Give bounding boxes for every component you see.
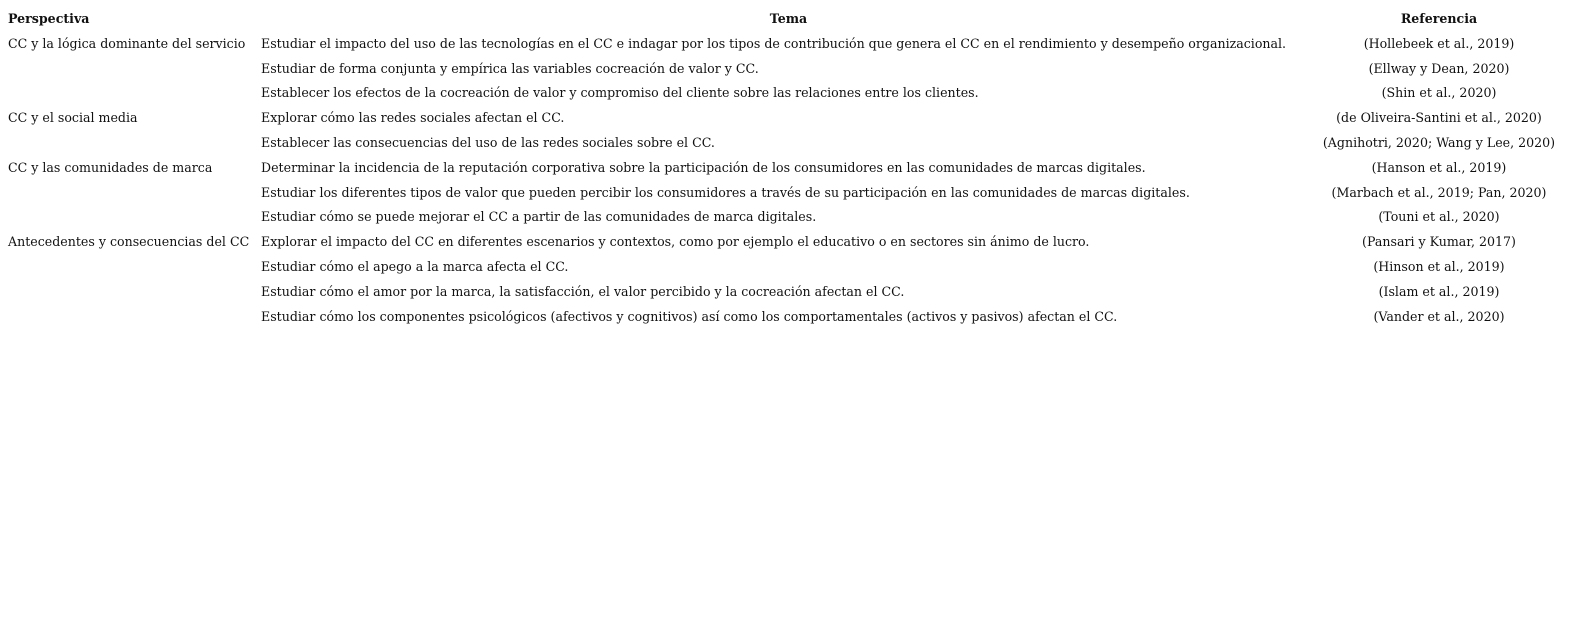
- table-row: [0, 181, 1585, 206]
- table-row: [0, 81, 1585, 106]
- table-row: [0, 57, 1585, 82]
- table-header-row: [0, 7, 1585, 32]
- table-row: [0, 305, 1585, 330]
- research-agenda-table: [0, 7, 1585, 329]
- table-row: [0, 230, 1585, 255]
- cell-referencia: (Pansari y Kumar, 2017): [1362, 234, 1516, 250]
- header-perspectiva: Perspectiva: [8, 11, 90, 26]
- cell-referencia: (de Oliveira-Santini et al., 2020): [1336, 110, 1542, 126]
- table-body: [0, 32, 1585, 330]
- cell-tema: Establecer los efectos de la cocreación de valor y compromiso del cliente sobre las relaciones entre los clientes.: [261, 85, 979, 101]
- cell-tema: Estudiar cómo el apego a la marca afecta el CC.: [261, 258, 569, 274]
- table-row: [0, 106, 1585, 131]
- cell-perspectiva: CC y la lógica dominante del servicio: [8, 35, 246, 51]
- cell-tema: Estudiar cómo se puede mejorar el CC a partir de las comunidades de marca digitales.: [261, 209, 817, 225]
- cell-tema: Estudiar de forma conjunta y empírica las variables cocreación de valor y CC.: [261, 60, 759, 76]
- cell-perspectiva: CC y las comunidades de marca: [8, 159, 213, 175]
- cell-tema: Determinar la incidencia de la reputación corporativa sobre la participación de los consumidores en las comunidades de marcas digitales.: [261, 159, 1146, 175]
- cell-referencia: (Shin et al., 2020): [1381, 85, 1497, 101]
- cell-tema: Establecer las consecuencias del uso de las redes sociales sobre el CC.: [261, 134, 715, 150]
- cell-tema: Estudiar los diferentes tipos de valor que pueden percibir los consumidores a través de su participación en las comunidades de marcas digitales.: [261, 184, 1190, 200]
- table-row: [0, 32, 1585, 57]
- cell-referencia: (Hinson et al., 2019): [1373, 258, 1505, 274]
- table-row: [0, 156, 1585, 181]
- cell-referencia: (Islam et al., 2019): [1378, 283, 1500, 299]
- cell-referencia: (Hanson et al., 2019): [1371, 159, 1507, 175]
- cell-tema: Explorar cómo las redes sociales afectan el CC.: [261, 110, 565, 126]
- table-row: [0, 205, 1585, 230]
- table-row: [0, 131, 1585, 156]
- cell-referencia: (Marbach et al., 2019; Pan, 2020): [1331, 184, 1547, 200]
- cell-tema: Explorar el impacto del CC en diferentes escenarios y contextos, como por ejemplo el educativo o en sectores sin ánimo de lucro.: [261, 234, 1090, 250]
- cell-referencia: (Ellway y Dean, 2020): [1368, 60, 1510, 76]
- header-tema: Tema: [769, 11, 808, 26]
- cell-perspectiva: CC y el social media: [8, 110, 138, 126]
- cell-referencia: (Hollebeek et al., 2019): [1363, 35, 1515, 51]
- cell-tema: Estudiar cómo los componentes psicológicos (afectivos y cognitivos) así como los comportamentales (activos y pasivos) afectan el CC.: [261, 308, 1118, 324]
- cell-referencia: (Touni et al., 2020): [1378, 209, 1500, 225]
- table-row: [0, 280, 1585, 305]
- cell-referencia: (Agnihotri, 2020; Wang y Lee, 2020): [1322, 134, 1556, 150]
- cell-perspectiva: Antecedentes y consecuencias del CC: [8, 234, 250, 250]
- cell-referencia: (Vander et al., 2020): [1373, 308, 1505, 324]
- cell-tema: Estudiar el impacto del uso de las tecnologías en el CC e indagar por los tipos de contribución que genera el CC en el rendimiento y desempeño organizacional.: [261, 35, 1287, 51]
- table-row: [0, 255, 1585, 280]
- cell-tema: Estudiar cómo el amor por la marca, la satisfacción, el valor percibido y la cocreación afectan el CC.: [261, 283, 905, 299]
- header-referencia: Referencia: [1400, 11, 1478, 26]
